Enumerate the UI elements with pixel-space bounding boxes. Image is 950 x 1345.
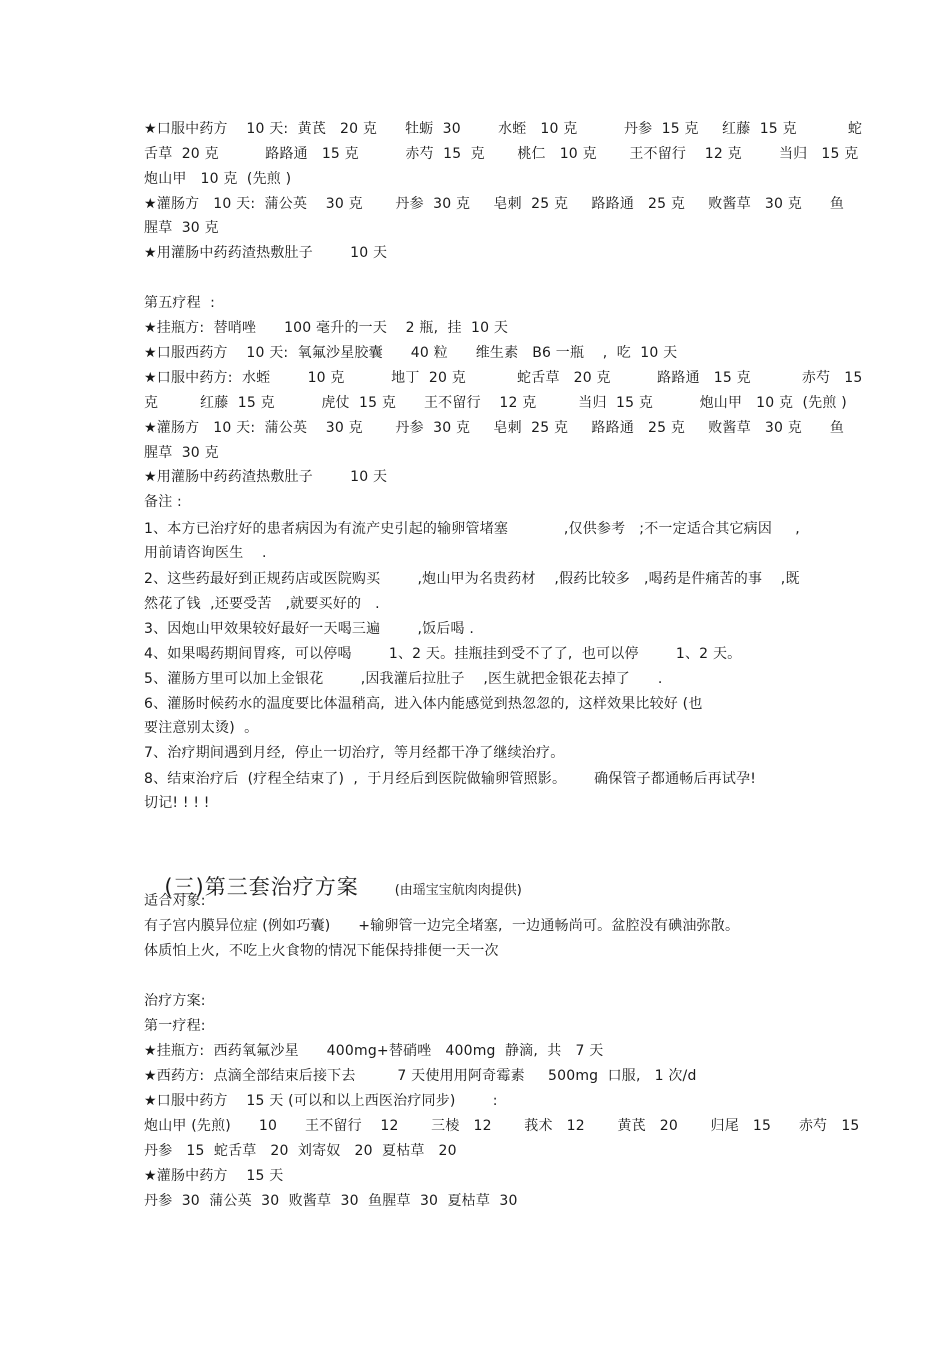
text-line: ★口服中药方 10 天: 黄芪 20 克 牡蛎 30 水蛭 10 克 丹参 15 克 红藤 15 克 蛇 <box>144 121 863 137</box>
text-line: ★口服西药方 10 天: 氧氟沙星胶囊 40 粒 维生素 B6 一瓶 , 吃 10 天 <box>144 345 678 361</box>
note-item: 5、灌肠方里可以加上金银花 ,因我灌后拉肚子 ,医生就把金银花去掉了 . <box>144 671 663 687</box>
heading-title: (三)第三套治疗方案 <box>164 875 359 899</box>
text-line: ★挂瓶方: 替哨唑 100 毫升的一天 2 瓶, 挂 10 天 <box>144 320 509 336</box>
note-item: 要注意别太烫) 。 <box>144 720 259 736</box>
text-line: 丹参 30 蒲公英 30 败酱草 30 鱼腥草 30 夏枯草 30 <box>144 1193 518 1209</box>
note-item: 8、结束治疗后 (疗程全结束了) , 于月经后到医院做输卵管照影。 确保管子都通畅后再试孕! <box>144 771 757 787</box>
text-line: 体质怕上火, 不吃上火食物的情况下能保持排便一天一次 <box>144 943 499 959</box>
section-title: 第五疗程 : <box>144 295 216 311</box>
note-item: 3、因炮山甲效果较好最好一天喝三遍 ,饭后喝 . <box>144 621 475 637</box>
text-line: ★灌肠方 10 天: 蒲公英 30 克 丹参 30 克 皂刺 25 克 路路通 25 克 败酱草 30 克 鱼 <box>144 420 845 436</box>
note-item: 然花了钱 ,还要受苦 ,就要买好的 . <box>144 596 380 612</box>
text-line: ★口服中药方 15 天 (可以和以上西医治疗同步) : <box>144 1093 498 1109</box>
text-line: 腥草 30 克 <box>144 445 219 461</box>
text-line: ★灌肠中药方 15 天 <box>144 1168 284 1184</box>
text-line: 腥草 30 克 <box>144 220 219 236</box>
note-item: 2、这些药最好到正规药店或医院购买 ,炮山甲为名贵药材 ,假药比较多 ,喝药是件痛苦的事 ,既 <box>144 571 800 587</box>
text-line: 克 红藤 15 克 虎仗 15 克 王不留行 12 克 当归 15 克 炮山甲 10 克 (先煎 ) <box>144 395 847 411</box>
text-line: 有子宫内膜异位症 (例如巧囊) +输卵管一边完全堵塞, 一边通畅尚可。盆腔没有碘油弥散。 <box>144 918 740 934</box>
text-line: 炮山甲 10 克 (先煎 ) <box>144 171 292 187</box>
notes-label: 备注 : <box>144 494 182 510</box>
note-item: 7、治疗期间遇到月经, 停止一切治疗, 等月经都干净了继续治疗。 <box>144 745 565 761</box>
text-line: 炮山甲 (先煎) 10 王不留行 12 三棱 12 莪术 12 黄芪 20 归尾 15 赤芍 15 <box>144 1118 860 1134</box>
text-line: 第一疗程: <box>144 1018 206 1034</box>
note-item: 6、灌肠时候药水的温度要比体温稍高, 进入体内能感觉到热忽忽的, 这样效果比较好 (也 <box>144 696 703 712</box>
text-line: 舌草 20 克 路路通 15 克 赤芍 15 克 桃仁 10 克 王不留行 12 克 当归 15 克 <box>144 146 859 162</box>
text-line: ★用灌肠中药药渣热敷肚子 10 天 <box>144 469 388 485</box>
text-line: ★西药方: 点滴全部结束后接下去 7 天使用用阿奇霉素 500mg 口服, 1 次/d <box>144 1068 697 1084</box>
text-line: ★口服中药方: 水蛭 10 克 地丁 20 克 蛇舌草 20 克 路路通 15 克 赤芍 15 <box>144 370 863 386</box>
note-item: 切记! ! ! ! <box>144 795 210 811</box>
text-line: 治疗方案: <box>144 993 206 1009</box>
text-line: ★用灌肠中药药渣热敷肚子 10 天 <box>144 245 388 261</box>
text-line: ★灌肠方 10 天: 蒲公英 30 克 丹参 30 克 皂刺 25 克 路路通 25 克 败酱草 30 克 鱼 <box>144 196 845 212</box>
text-line: 适合对象: <box>144 893 206 909</box>
note-item: 4、如果喝药期间胃疼, 可以停喝 1、2 天。挂瓶挂到受不了了, 也可以停 1、2 天。 <box>144 646 742 662</box>
note-item: 1、本方已治疗好的患者病因为有流产史引起的输卵管堵塞 ,仅供参考 ;不一定适合其它病因 , <box>144 521 800 537</box>
text-line: 丹参 15 蛇舌草 20 刘寄奴 20 夏枯草 20 <box>144 1143 457 1159</box>
text-line: ★挂瓶方: 西药氧氟沙星 400mg+替硝唑 400mg 静滴, 共 7 天 <box>144 1043 604 1059</box>
heading-note: (由瑶宝宝航肉肉提供) <box>394 883 522 898</box>
note-item: 用前请咨询医生 . <box>144 545 267 561</box>
